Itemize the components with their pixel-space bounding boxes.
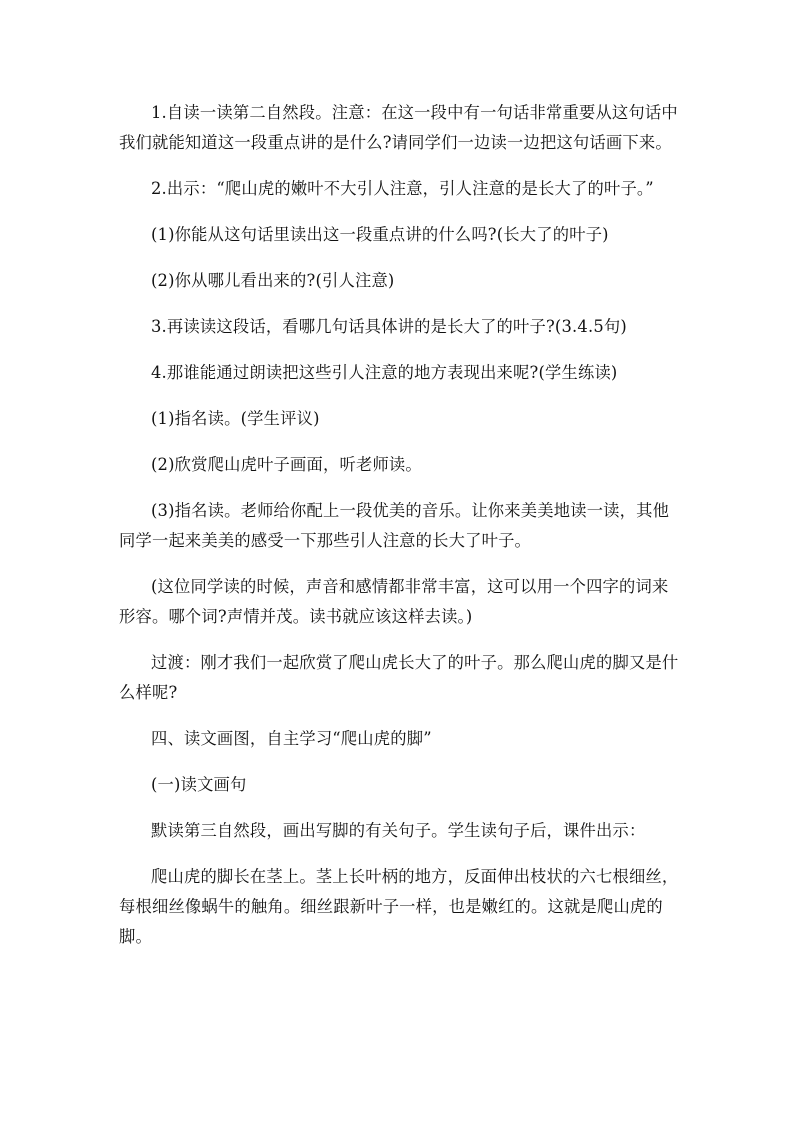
paragraph-question-2: (2)你从哪儿看出来的?(引人注意): [151, 271, 395, 290]
paragraph-reading-1: (1)指名读。(学生评议): [151, 409, 320, 428]
subsection-heading-one: (一)读文画句: [151, 775, 247, 794]
paragraph-silent-reading: 默读第三自然段，画出写脚的有关句子。学生读句子后，课件出示：: [151, 821, 646, 840]
paragraph-step-1: 1.自读一读第二自然段。注意：在这一段中有一句话非常重要从这句话中我们就能知道这一段重点讲的是什么?请同学们一边读一边把这句话画下来。: [119, 103, 678, 152]
paragraph-step-3: 3.再读读这段话，看哪几句话具体讲的是长大了的叶子?(3.4.5句): [151, 317, 627, 336]
paragraph-step-2: 2.出示：“爬山虎的嫩叶不大引人注意，引人注意的是长大了的叶子。”: [151, 179, 654, 198]
section-heading-four: 四、读文画图，自主学习“爬山虎的脚”: [151, 729, 432, 748]
paragraph-step-4: 4.那谁能通过朗读把这些引人注意的地方表现出来呢?(学生练读): [151, 363, 618, 382]
paragraph-reading-2: (2)欣赏爬山虎叶子画面，听老师读。: [151, 455, 422, 474]
paragraph-reading-3: (3)指名读。老师给你配上一段优美的音乐。让你来美美地读一读，其他同学一起来美美的感受一下那些引人注意的长大了叶子。: [119, 501, 670, 550]
document-body: [119, 98, 679, 968]
paragraph-teacher-comment: (这位同学读的时候，声音和感情都非常丰富，这可以用一个四字的词来形容。哪个词?声情并茂。读书就应该这样去读。): [119, 577, 669, 626]
paragraph-courseware-text: 爬山虎的脚长在茎上。茎上长叶柄的地方，反面伸出枝状的六七根细丝，每根细丝像蜗牛的触角。细丝跟新叶子一样，也是嫩红的。这就是爬山虎的脚。: [119, 867, 679, 946]
paragraph-question-1: (1)你能从这句话里读出这一段重点讲的什么吗?(长大了的叶子): [151, 225, 609, 244]
paragraph-transition: 过渡：刚才我们一起欣赏了爬山虎长大了的叶子。那么爬山虎的脚又是什么样呢?: [119, 653, 679, 702]
